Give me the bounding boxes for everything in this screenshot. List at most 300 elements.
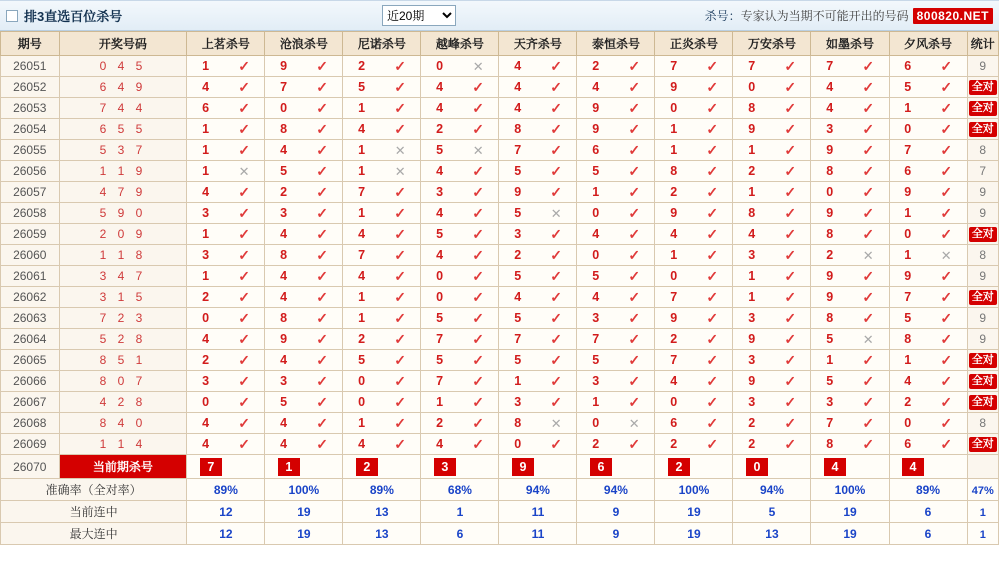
table-row [1,266,999,287]
kill-cell [421,392,499,413]
check-icon: ✓ [628,79,641,95]
check-icon: ✓ [784,394,797,410]
all-correct-badge: 全对 [969,80,997,95]
issue-cell: 26066 [1,371,60,392]
kill-cell [343,77,421,98]
kill-number: 5 [592,269,600,283]
check-icon: ✓ [940,205,953,221]
header-checkbox[interactable] [6,10,18,22]
kill-number: 0 [280,101,288,115]
kill-number: 3 [202,248,210,262]
kill-number: 1 [904,248,912,262]
kill-number: 4 [436,101,444,115]
kill-number: 0 [904,122,912,136]
check-icon: ✓ [628,268,641,284]
period-select-wrap [382,5,456,26]
issue-cell: 26057 [1,182,60,203]
check-icon: ✓ [706,163,719,179]
kill-cell [655,56,733,77]
check-icon: ✓ [472,79,485,95]
kill-number: 1 [358,143,366,157]
kill-number: 3 [748,311,756,325]
check-icon: ✓ [238,205,250,221]
kill-number: 3 [280,206,288,220]
kill-number: 0 [436,269,444,283]
kill-cell [811,182,889,203]
kill-number: 7 [904,290,912,304]
check-icon: ✓ [394,436,406,452]
kill-cell [499,77,577,98]
kill-cell [499,266,577,287]
kill-number: 4 [436,164,444,178]
kill-number: 5 [514,206,522,220]
draw-numbers-cell: 8 5 1 [59,350,187,371]
kill-cell [577,56,655,77]
accuracy-value: 100% [811,479,889,501]
check-icon: ✓ [706,142,719,158]
kill-number: 4 [436,248,444,262]
kill-cell [655,161,733,182]
issue-cell: 26055 [1,140,60,161]
kill-cell [499,224,577,245]
kill-cell [343,413,421,434]
kill-number: 4 [202,332,210,346]
all-correct-badge: 全对 [969,290,997,305]
kill-cell [187,329,265,350]
kill-cell [265,119,343,140]
stat-cell: 7 [967,161,998,182]
table-row [1,203,999,224]
issue-cell: 26061 [1,266,60,287]
kill-cell [811,203,889,224]
current-kill-number: 2 [356,458,378,476]
check-icon: ✓ [706,394,719,410]
kill-cell [811,308,889,329]
accuracy-value: 100% [265,479,343,501]
cross-icon: ✕ [862,247,874,263]
kill-number: 3 [592,374,600,388]
kill-number: 3 [592,311,600,325]
kill-cell [187,140,265,161]
stat-cell [967,77,998,98]
kill-number: 5 [436,143,444,157]
check-icon: ✓ [472,184,485,200]
all-correct-badge: 全对 [969,395,997,410]
cross-icon: ✕ [394,163,406,179]
kill-cell [733,182,811,203]
kill-number: 1 [670,248,678,262]
kill-number: 0 [514,437,522,451]
check-icon: ✓ [472,415,485,431]
max-streak-value: 6 [889,523,967,545]
table-row [1,182,999,203]
check-icon: ✓ [706,436,719,452]
kill-cell [889,287,967,308]
kill-number: 4 [592,80,600,94]
check-icon: ✓ [784,268,797,284]
check-icon: ✓ [706,373,719,389]
kill-number: 6 [202,101,210,115]
check-icon: ✓ [550,79,563,95]
kill-number: 8 [826,437,834,451]
kill-number: 2 [514,248,522,262]
kill-cell [733,98,811,119]
kill-cell [343,119,421,140]
check-icon: ✓ [784,142,797,158]
check-icon: ✓ [940,415,953,431]
kill-number: 7 [748,59,756,73]
kill-number: 4 [202,80,210,94]
kill-cell [889,224,967,245]
check-icon: ✓ [706,247,719,263]
kill-number: 3 [748,353,756,367]
check-icon: ✓ [394,58,406,74]
kill-number: 8 [670,164,678,178]
check-icon: ✓ [238,310,250,326]
kill-cell [655,287,733,308]
issue-cell: 26065 [1,350,60,371]
check-icon: ✓ [784,100,797,116]
check-icon: ✓ [784,331,797,347]
check-icon: ✓ [784,289,797,305]
kill-cell [421,56,499,77]
kill-number: 5 [280,164,288,178]
kill-cell [655,266,733,287]
issue-cell: 26052 [1,77,60,98]
kill-cell [655,140,733,161]
kill-cell [187,350,265,371]
kill-cell [655,245,733,266]
check-icon: ✓ [238,226,250,242]
check-icon: ✓ [706,289,719,305]
check-icon: ✓ [394,373,406,389]
kill-cell [343,245,421,266]
kill-number: 1 [904,353,912,367]
check-icon: ✓ [550,268,563,284]
kill-number: 9 [904,269,912,283]
check-icon: ✓ [784,373,797,389]
kill-cell [655,371,733,392]
check-icon: ✓ [784,184,797,200]
kill-number: 6 [904,59,912,73]
kill-number: 5 [514,311,522,325]
check-icon: ✓ [550,436,563,452]
accuracy-value: 68% [421,479,499,501]
kill-cell [421,329,499,350]
check-icon: ✓ [472,373,485,389]
draw-numbers-cell: 6 5 5 [59,119,187,140]
kill-cell [499,308,577,329]
kill-cell [733,371,811,392]
kill-number: 9 [670,206,678,220]
kill-cell [889,371,967,392]
kill-cell [577,266,655,287]
check-icon: ✓ [628,331,641,347]
check-icon: ✓ [316,352,328,368]
kill-cell [733,350,811,371]
check-icon: ✓ [706,310,719,326]
table-row [1,56,999,77]
kill-cell [733,434,811,455]
kill-number: 5 [826,374,834,388]
kill-number: 4 [670,227,678,241]
kill-number: 1 [202,59,210,73]
kill-number: 2 [670,185,678,199]
issue-cell: 26064 [1,329,60,350]
kill-number: 9 [592,101,600,115]
kill-cell [811,140,889,161]
kill-cell [421,287,499,308]
header-row [1,32,999,56]
current-period-row [1,455,999,479]
check-icon: ✓ [628,352,641,368]
table-row [1,161,999,182]
kill-number: 4 [280,227,288,241]
issue-cell: 26056 [1,161,60,182]
kill-cell [733,203,811,224]
table-row [1,392,999,413]
kill-number: 3 [826,122,834,136]
issue-cell: 26067 [1,392,60,413]
kill-number: 1 [436,395,444,409]
check-icon: ✓ [472,394,485,410]
check-icon: ✓ [862,79,875,95]
check-icon: ✓ [316,415,328,431]
col-expert-3: 越峰杀号 [421,32,499,56]
kill-number: 7 [826,59,834,73]
period-select[interactable] [382,5,456,26]
kill-cell [265,287,343,308]
stat-cell: 8 [967,140,998,161]
check-icon: ✓ [706,268,719,284]
check-icon: ✓ [550,310,563,326]
check-icon: ✓ [628,121,641,137]
check-icon: ✓ [316,331,328,347]
kill-cell [187,371,265,392]
draw-numbers-cell: 0 4 5 [59,56,187,77]
kill-cell [577,392,655,413]
kill-number: 8 [280,122,288,136]
check-icon: ✓ [394,394,406,410]
kill-number: 5 [436,227,444,241]
check-icon: ✓ [316,121,328,137]
kill-number: 9 [826,206,834,220]
kill-number: 4 [280,269,288,283]
kill-cell [889,119,967,140]
kill-number: 5 [904,80,912,94]
current-streak-value: 6 [889,501,967,523]
kill-cell [811,161,889,182]
kill-number: 0 [592,248,600,262]
check-icon: ✓ [940,58,953,74]
kill-number: 8 [826,311,834,325]
check-icon: ✓ [940,436,953,452]
kill-cell [577,245,655,266]
kill-number: 1 [202,269,210,283]
kill-number: 4 [514,59,522,73]
kill-number: 4 [358,122,366,136]
table-body [1,56,999,545]
current-kill-cell [499,455,577,479]
kill-cell [421,224,499,245]
current-streak-value: 19 [265,501,343,523]
table-row [1,329,999,350]
kill-number: 1 [202,227,210,241]
accuracy-value: 94% [577,479,655,501]
kill-cell [811,371,889,392]
kill-number: 4 [592,290,600,304]
check-icon: ✓ [628,205,641,221]
issue-cell: 26059 [1,224,60,245]
check-icon: ✓ [862,373,875,389]
kill-cell [187,245,265,266]
current-streak-label: 当前连中 [1,501,187,523]
all-correct-badge: 全对 [969,122,997,137]
kill-cell [187,161,265,182]
col-expert-0: 上茗杀号 [187,32,265,56]
kill-cell [499,329,577,350]
draw-numbers-cell: 5 2 8 [59,329,187,350]
stat-cell [967,119,998,140]
kill-cell [733,161,811,182]
kill-cell [577,140,655,161]
kill-number: 2 [670,437,678,451]
kill-cell [265,434,343,455]
kill-number: 7 [436,332,444,346]
kill-cell [889,98,967,119]
check-icon: ✓ [628,100,641,116]
kill-cell [889,350,967,371]
kill-cell [343,56,421,77]
check-icon: ✓ [394,310,406,326]
kill-number: 4 [748,227,756,241]
check-icon: ✓ [238,100,250,116]
kill-cell [811,224,889,245]
check-icon: ✓ [862,205,875,221]
check-icon: ✓ [628,58,641,74]
kill-number: 4 [280,143,288,157]
table-row [1,308,999,329]
check-icon: ✓ [706,352,719,368]
kill-number: 6 [670,416,678,430]
kill-cell [499,161,577,182]
col-expert-8: 如墨杀号 [811,32,889,56]
kill-number: 1 [904,206,912,220]
kill-cell [265,98,343,119]
check-icon: ✓ [316,142,328,158]
check-icon: ✓ [238,79,250,95]
kill-number: 1 [358,416,366,430]
stat-cell: 9 [967,308,998,329]
check-icon: ✓ [472,226,485,242]
draw-numbers-cell: 8 0 7 [59,371,187,392]
current-kill-cell [655,455,733,479]
kill-number: 5 [358,353,366,367]
check-icon: ✓ [862,436,875,452]
kill-number: 3 [514,227,522,241]
current-streak-row [1,501,999,523]
check-icon: ✓ [472,247,485,263]
check-icon: ✓ [940,352,953,368]
check-icon: ✓ [550,331,563,347]
kill-number: 6 [904,437,912,451]
stat-cell [967,287,998,308]
check-icon: ✓ [238,415,250,431]
kill-cell [499,413,577,434]
check-icon: ✓ [472,163,485,179]
kill-cell [265,56,343,77]
kill-cell [889,140,967,161]
accuracy-total: 47% [967,479,998,501]
kill-cell [577,98,655,119]
check-icon: ✓ [550,163,563,179]
check-icon: ✓ [316,436,328,452]
check-icon: ✓ [862,415,875,431]
current-streak-total: 1 [967,501,998,523]
kill-cell [265,224,343,245]
table-row [1,350,999,371]
current-kill-cell [187,455,265,479]
check-icon: ✓ [706,121,719,137]
kill-number: 0 [358,374,366,388]
current-kill-cell [811,455,889,479]
max-streak-value: 19 [655,523,733,545]
draw-numbers-cell: 1 1 9 [59,161,187,182]
kill-cell [733,329,811,350]
kill-cell [655,98,733,119]
kill-number: 3 [436,185,444,199]
kill-number: 9 [748,332,756,346]
check-icon: ✓ [706,58,719,74]
kill-cell [811,329,889,350]
page-title: 排3直选百位杀号 [24,9,123,24]
issue-cell: 26053 [1,98,60,119]
kill-number: 1 [358,206,366,220]
kill-cell [187,182,265,203]
check-icon: ✓ [862,184,875,200]
kill-number: 0 [904,227,912,241]
kill-number: 0 [904,416,912,430]
current-kill-number: 4 [824,458,846,476]
kill-number: 3 [202,374,210,388]
current-kill-cell [733,455,811,479]
kill-number: 2 [592,437,600,451]
kill-number: 4 [670,374,678,388]
draw-numbers-cell: 5 9 0 [59,203,187,224]
check-icon: ✓ [940,163,953,179]
kill-cell [343,203,421,224]
col-expert-2: 尼诺杀号 [343,32,421,56]
check-icon: ✓ [394,79,406,95]
check-icon: ✓ [550,226,563,242]
check-icon: ✓ [394,100,406,116]
header-note [705,7,993,24]
site-logo: 800820.NET [913,8,993,24]
current-streak-value: 11 [499,501,577,523]
kill-number: 9 [670,311,678,325]
kill-cell [655,308,733,329]
kill-number: 0 [748,80,756,94]
kill-number: 0 [202,311,210,325]
stat-cell [967,392,998,413]
check-icon: ✓ [550,184,563,200]
kill-cell [265,266,343,287]
kill-number: 7 [280,80,288,94]
kill-number: 7 [904,143,912,157]
check-icon: ✓ [628,394,641,410]
kill-cell [343,434,421,455]
kill-number: 7 [670,353,678,367]
